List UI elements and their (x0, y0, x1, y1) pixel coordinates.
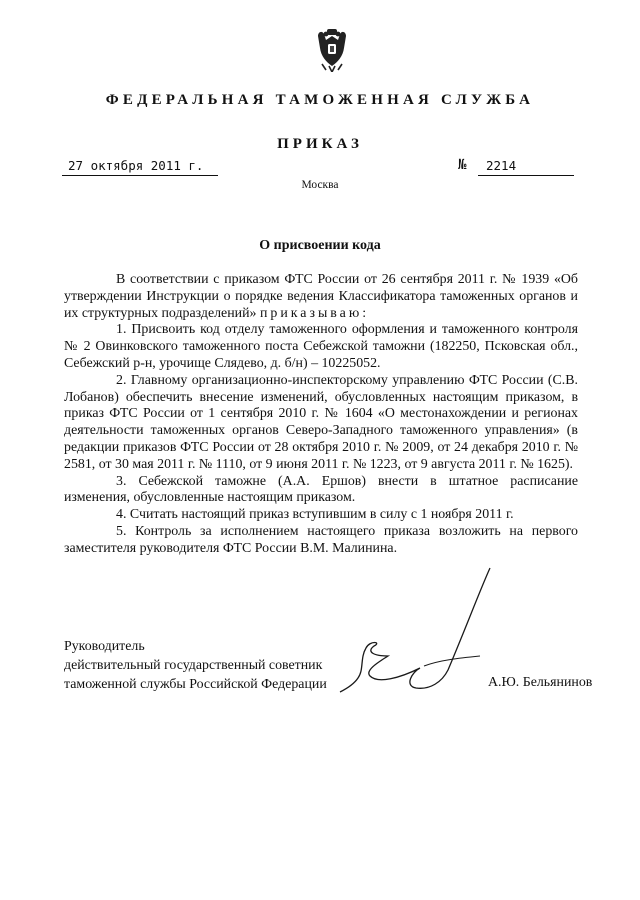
number-label: № (458, 157, 467, 173)
order-item-4: 4. Считать настоящий приказ вступившим в силу с 1 ноября 2011 г. (116, 507, 514, 523)
order-item-1: 1. Присвоить код отделу таможенного оформления и таможенного контроля № 2 Овинковского таможенного поста Себежской таможни (182250, Псковская обл., Себежский р-н, урочище Слядево, д. б/н) – 10225052. (64, 322, 578, 371)
document-type: ПРИКАЗ (277, 136, 363, 152)
intro-text: В соответствии с приказом ФТС России от 26 сентября 2011 г. № 1939 «Об утверждении Инструкции о порядке ведения Классификатора таможенных органов и их структурных подразделений» (64, 272, 578, 321)
signer-name: А.Ю. Бельянинов (488, 675, 593, 690)
order-item-2: 2. Главному организационно-инспекторскому управлению ФТС России (С.В. Лобанов) обеспечить внесение изменений, обусловленных настоящим приказом, в приказ ФТС России от 1 сентября 2010 г. № 1604 «О местонахождении и регионах деятельности таможенных органов Северо-Западного таможенного управления» (в редакции приказов ФТС России от 28 октября 2010 г. № 2009, от 24 декабря 2010 г. № 2581, от 30 мая 2011 г. № 1110, от 9 июня 2011 г. № 1223, от 9 августа 2011 г. № 1625). (64, 372, 578, 472)
document-body (64, 272, 578, 558)
agency-name: ФЕДЕРАЛЬНАЯ ТАМОЖЕННАЯ СЛУЖБА (105, 92, 535, 108)
document-city: Москва (301, 179, 339, 191)
signer-title-line-2: действительный государственный советник (64, 658, 323, 673)
date-field (62, 157, 218, 176)
signer-title (64, 637, 364, 694)
command-word: приказываю: (259, 305, 370, 321)
intro-paragraph (64, 272, 578, 322)
order-item-5: 5. Контроль за исполнением настоящего приказа возложить на первого заместителя руководителя ФТС России В.М. Малинина. (64, 523, 578, 556)
russian-coat-of-arms-icon (314, 26, 350, 72)
number-field (478, 157, 574, 176)
handwritten-signature (330, 560, 510, 700)
document-date: 27 октября 2011 г. (68, 158, 204, 173)
document-subject: О присвоении кода (259, 238, 381, 253)
signer-title-line-3: таможенной службы Российской Федерации (64, 677, 327, 692)
signer-title-line-1: Руководитель (64, 639, 145, 654)
order-item-3: 3. Себежской таможне (А.А. Ершов) внести в штатное расписание изменения, обусловленные настоящим приказом. (64, 473, 578, 506)
document-number: 2214 (486, 158, 517, 173)
